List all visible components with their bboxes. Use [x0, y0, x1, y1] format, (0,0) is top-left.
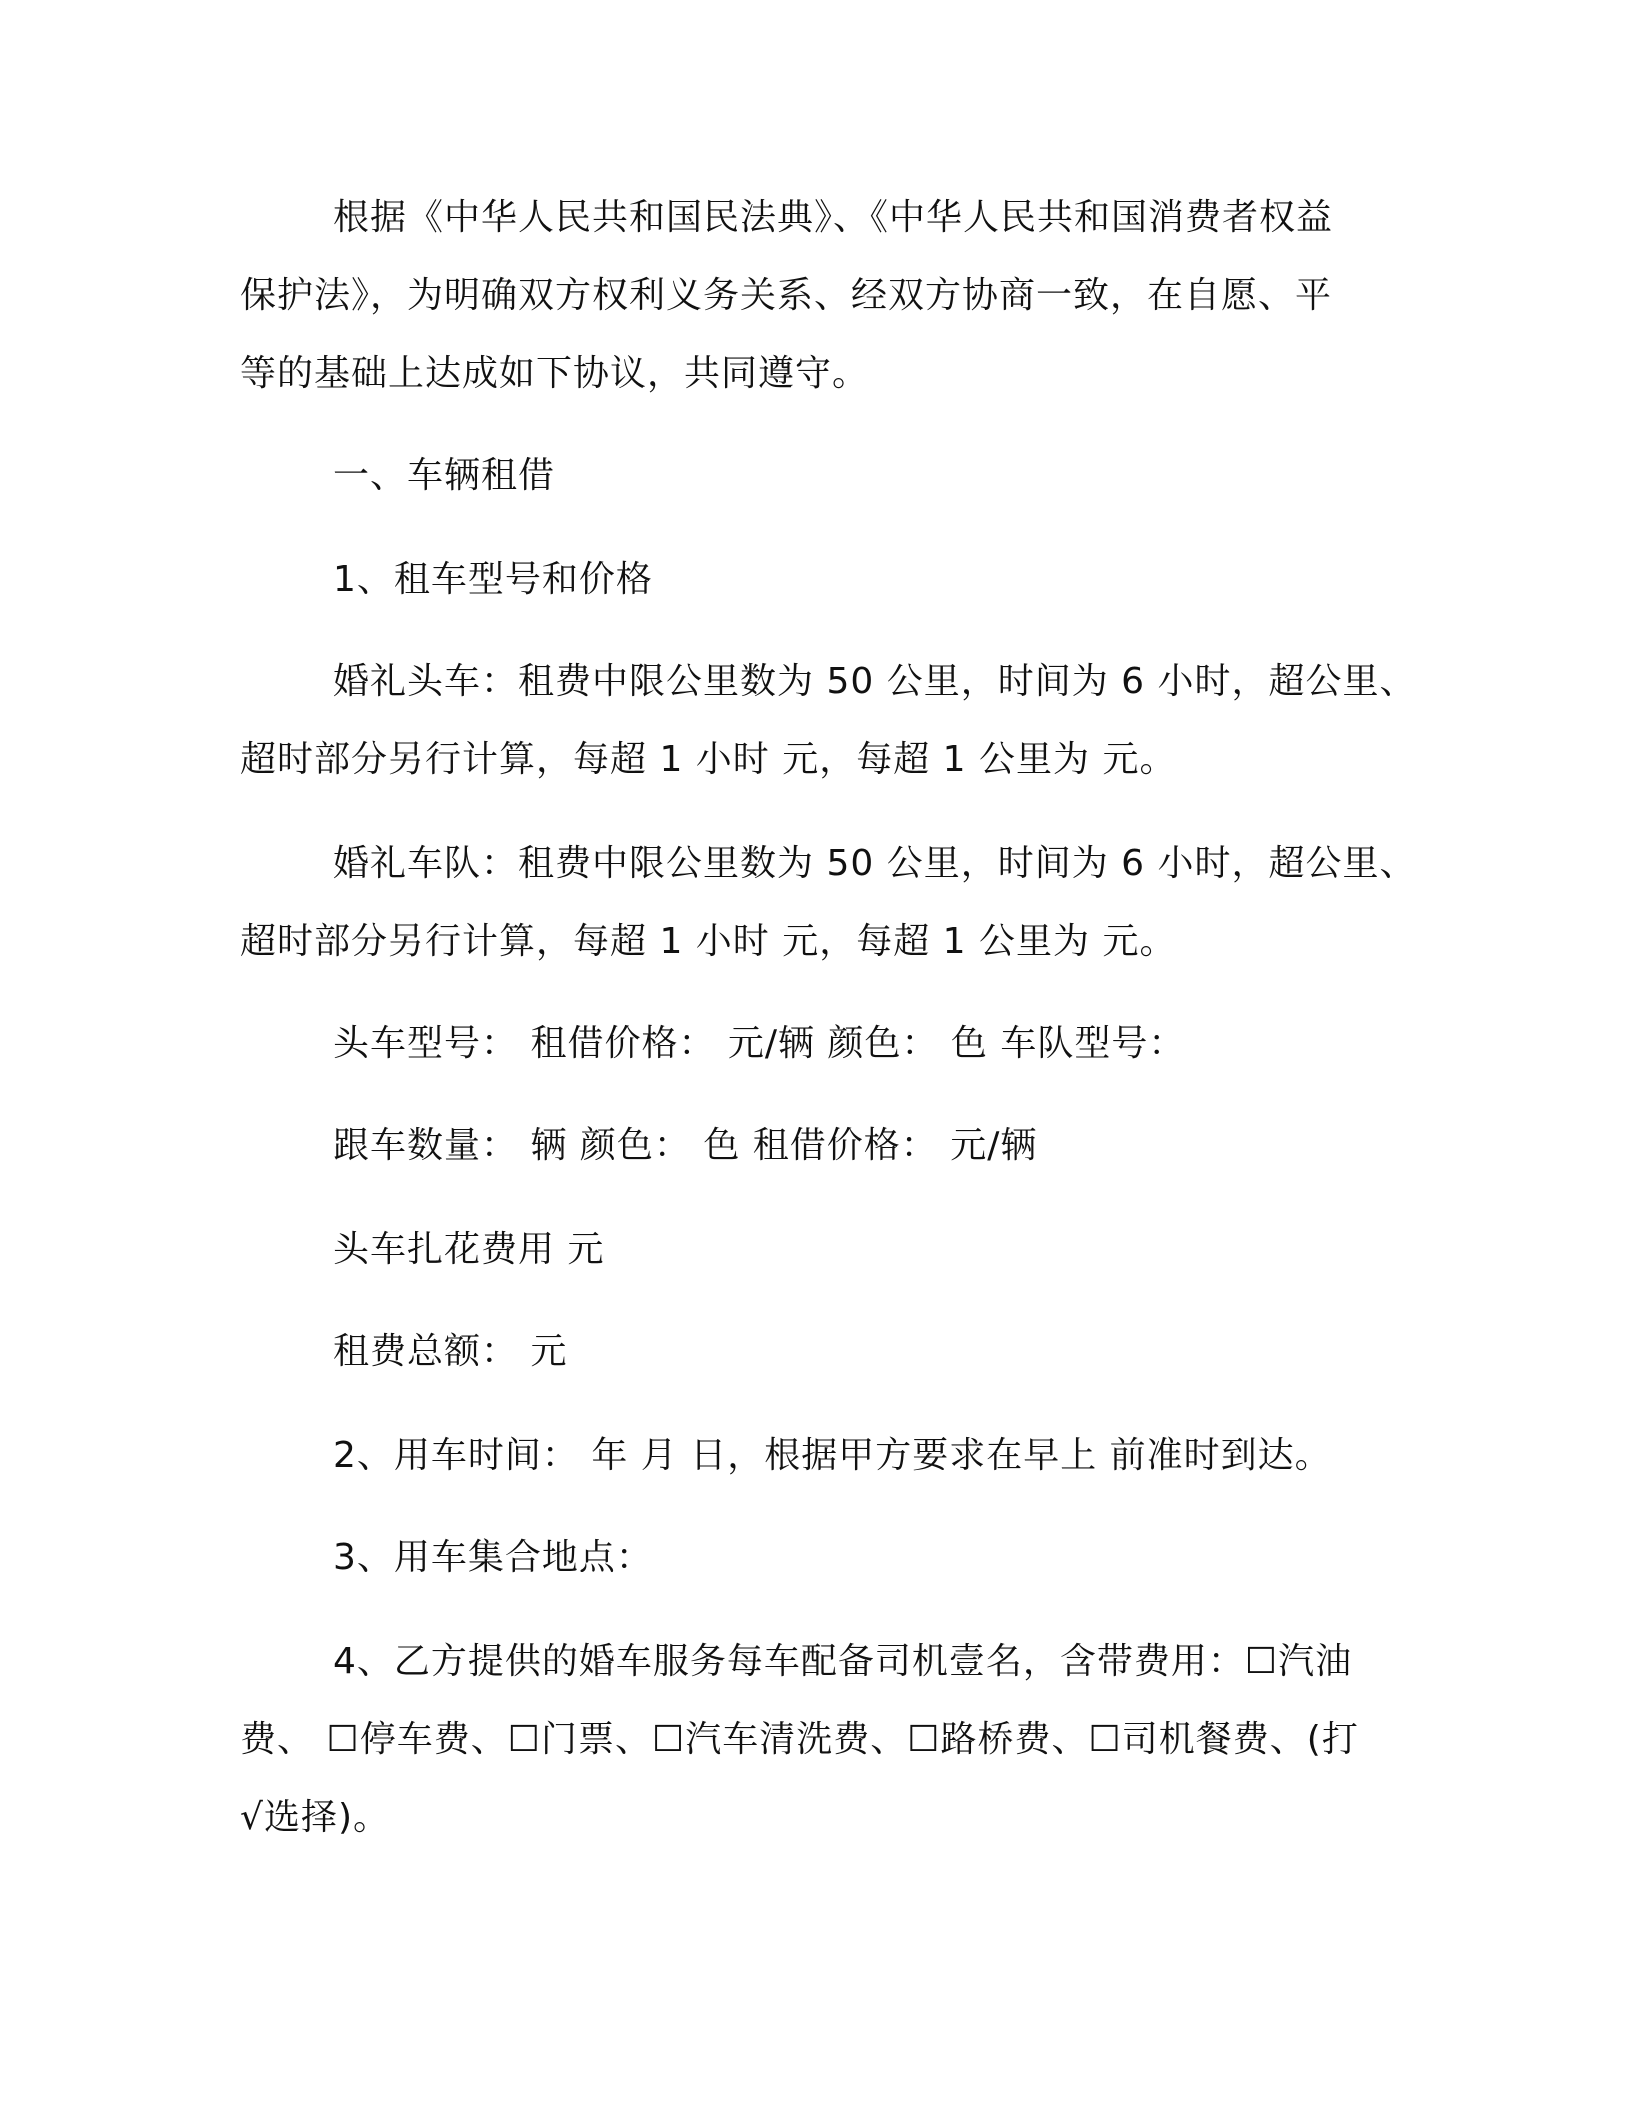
fleet-terms-line-1: 婚礼车队：租费中限公里数为 50 公里，时间为 6 小时，超公里、: [333, 843, 1417, 884]
lead-car-terms-line-1: 婚礼头车：租费中限公里数为 50 公里，时间为 6 小时，超公里、: [333, 661, 1417, 702]
lead-car-terms-line-2: 超时部分另行计算，每超 1 小时 元，每超 1 公里为 元。: [240, 739, 1177, 780]
clause-4-line-2: 费、 ☐停车费、☐门票、☐汽车清洗费、☐路桥费、☐司机餐费、(打: [240, 1719, 1359, 1760]
clause-4-line-3: √选择)。: [240, 1797, 390, 1838]
clause-1-heading: 1、租车型号和价格: [333, 559, 653, 600]
clause-3-location: 3、用车集合地点：: [333, 1537, 653, 1578]
fleet-terms-line-2: 超时部分另行计算，每超 1 小时 元，每超 1 公里为 元。: [240, 921, 1177, 962]
clause-2-time: 2、用车时间： 年 月 日，根据甲方要求在早上 前准时到达。: [333, 1435, 1332, 1476]
flower-fee-line: 头车扎花费用 元: [333, 1229, 605, 1270]
preamble-line-3: 等的基础上达成如下协议，共同遵守。: [240, 353, 870, 394]
preamble-line-1: 根据《中华人民共和国民法典》、《中华人民共和国消费者权益: [333, 197, 1334, 238]
total-rent-line: 租费总额： 元: [333, 1331, 568, 1372]
preamble-line-2: 保护法》，为明确双方权利义务关系、经双方协商一致，在自愿、平: [240, 275, 1333, 316]
lead-car-model-line: 头车型号： 租借价格： 元/辆 颜色： 色 车队型号：: [333, 1023, 1186, 1064]
follow-car-line: 跟车数量： 辆 颜色： 色 租借价格： 元/辆: [333, 1125, 1038, 1166]
clause-4-line-1: 4、乙方提供的婚车服务每车配备司机壹名，含带费用：☐汽油: [333, 1641, 1353, 1682]
section-heading-vehicle-rental: 一、车辆租借: [333, 455, 556, 496]
